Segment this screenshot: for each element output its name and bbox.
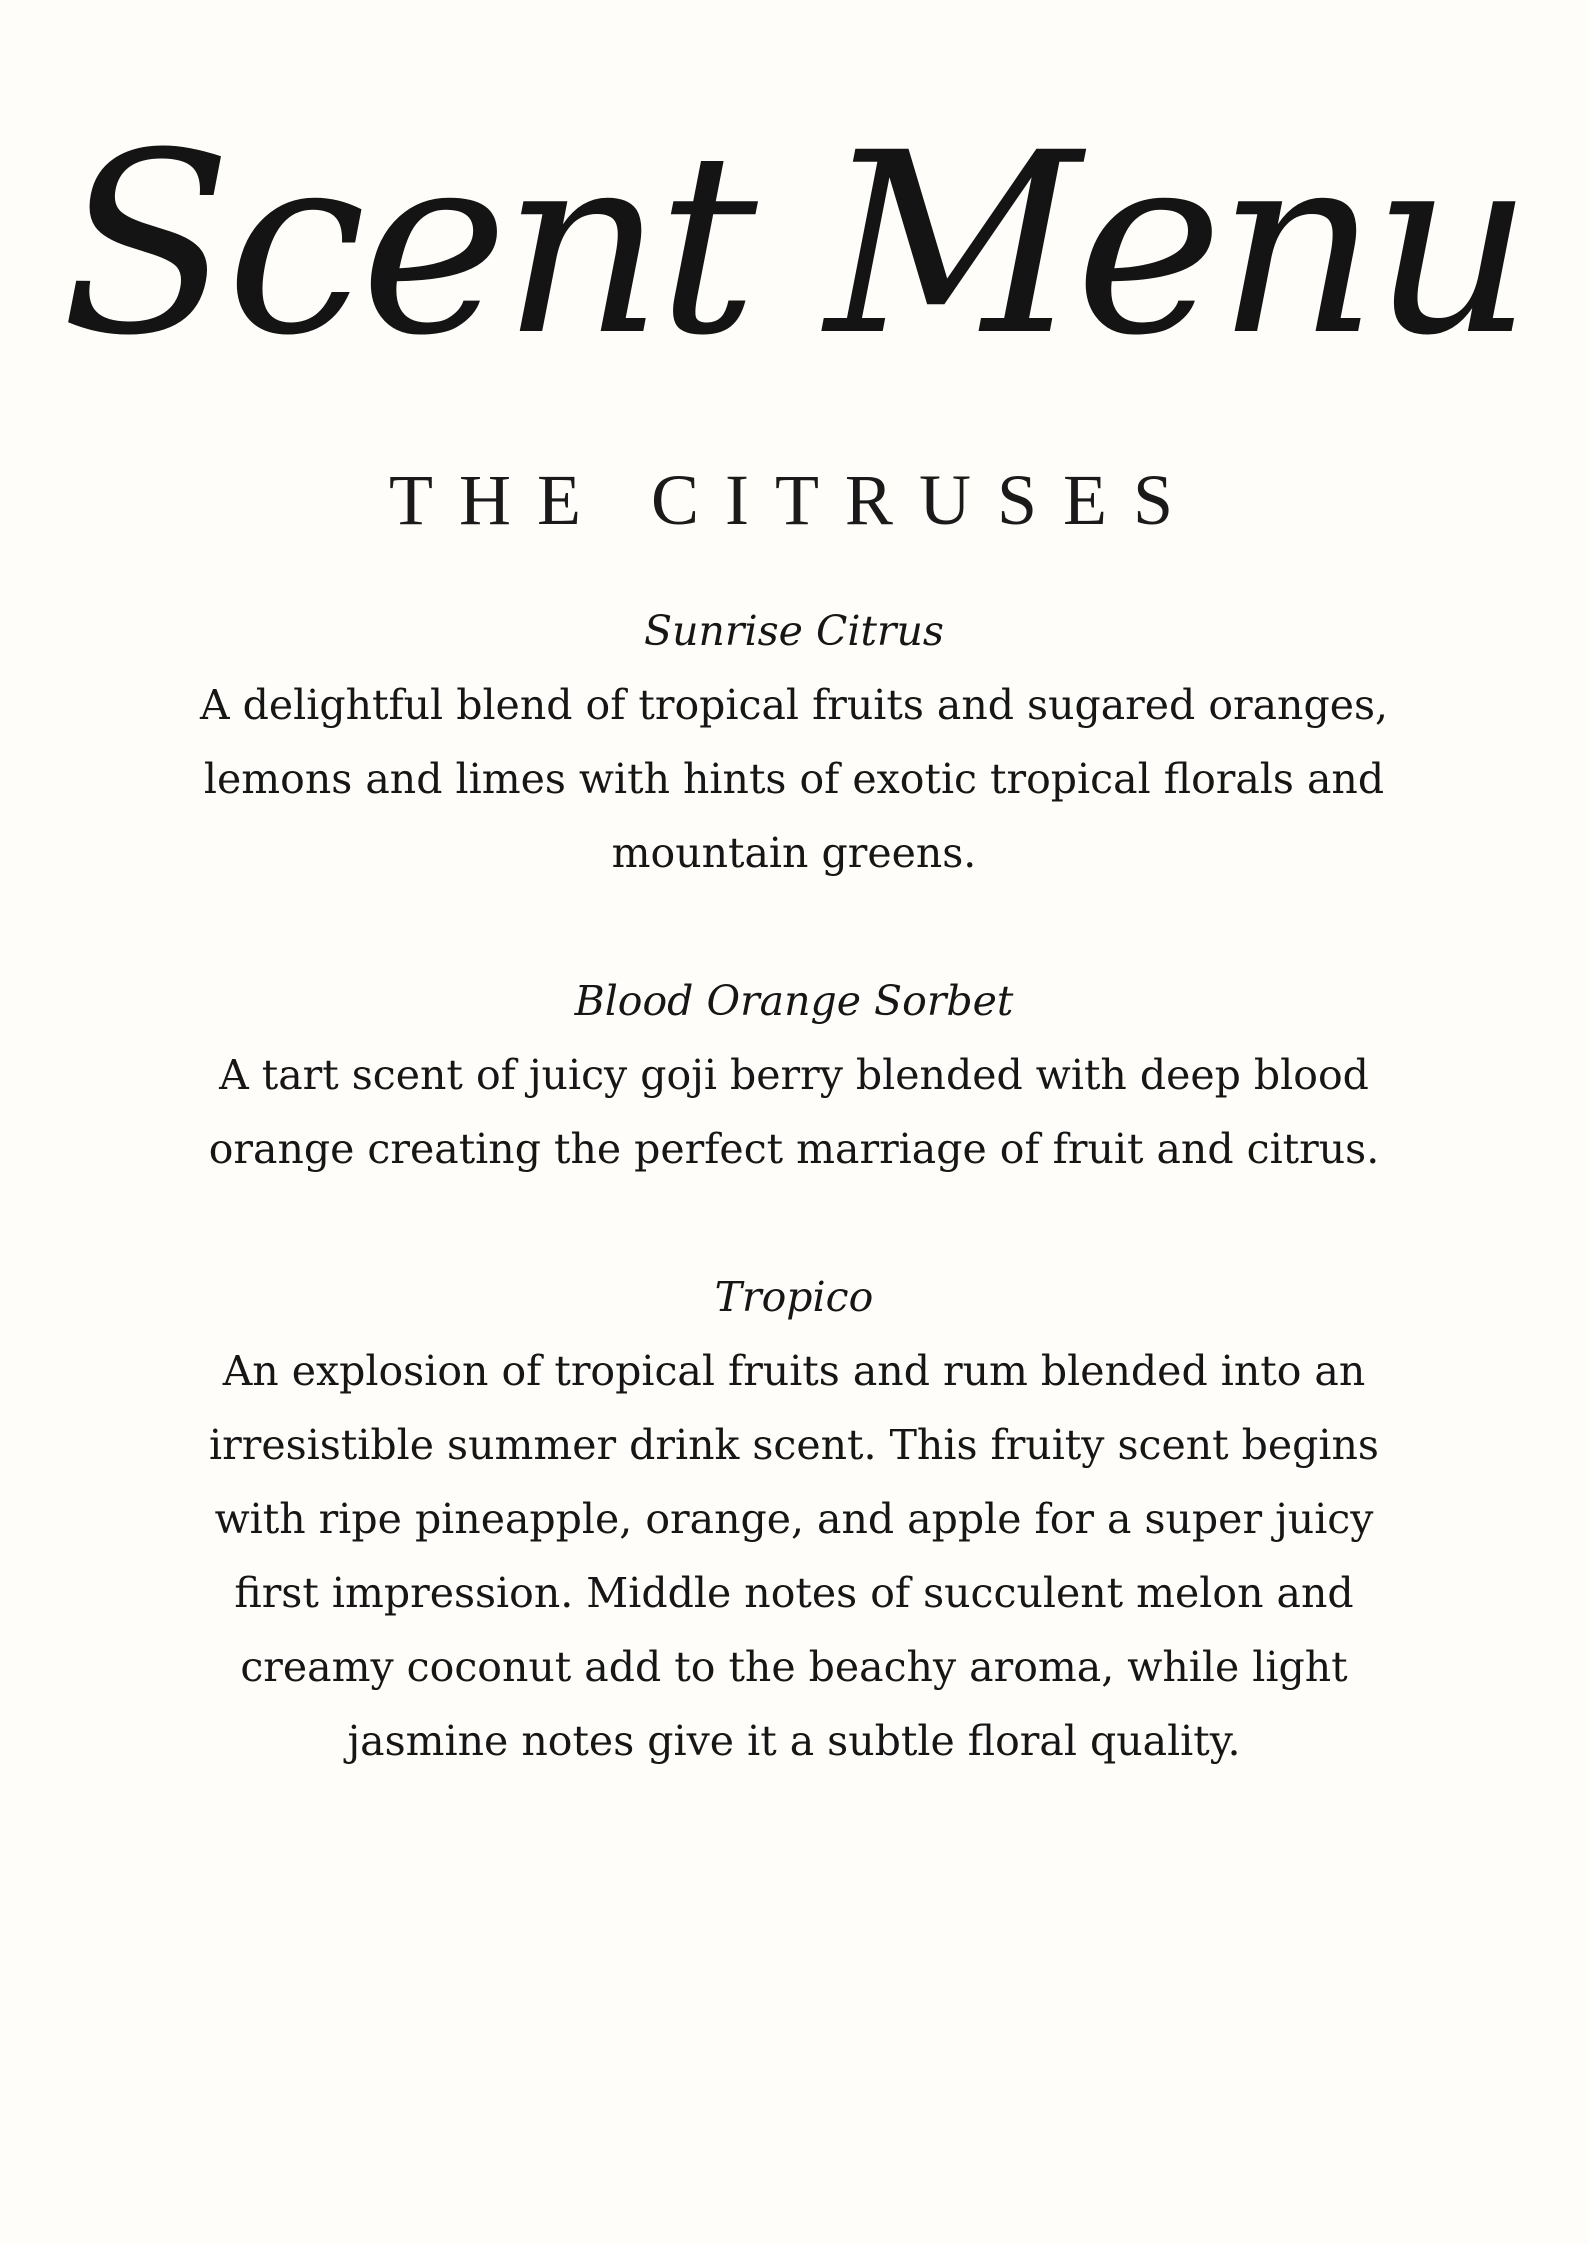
- scent-item: [194, 594, 1394, 890]
- section-subtitle: THE CITRUSES: [388, 460, 1200, 540]
- scent-list: [194, 594, 1394, 1778]
- scent-item: [194, 964, 1394, 1186]
- scent-name: Sunrise Citrus: [644, 607, 944, 655]
- scent-description: A delightful blend of tropical fruits and sugared oranges, lemons and limes with hints of exotic tropical florals and mountain greens.: [199, 681, 1389, 877]
- scent-description: A tart scent of juicy goji berry blended with deep blood orange creating the perfect marriage of fruit and citrus.: [208, 1051, 1380, 1173]
- scent-name: Tropico: [714, 1273, 874, 1321]
- page-title: Scent Menu: [60, 99, 1528, 390]
- scent-item: [194, 1260, 1394, 1778]
- scent-description: An explosion of tropical fruits and rum blended into an irresistible summer drink scent. This fruity scent begins with ripe pineapple, orange, and apple for a super juicy first impression. Middle notes of succulent melon and creamy coconut add to the beachy aroma, while light jasmine notes give it a subtle floral quality.: [209, 1347, 1379, 1765]
- scent-name: Blood Orange Sorbet: [574, 977, 1014, 1025]
